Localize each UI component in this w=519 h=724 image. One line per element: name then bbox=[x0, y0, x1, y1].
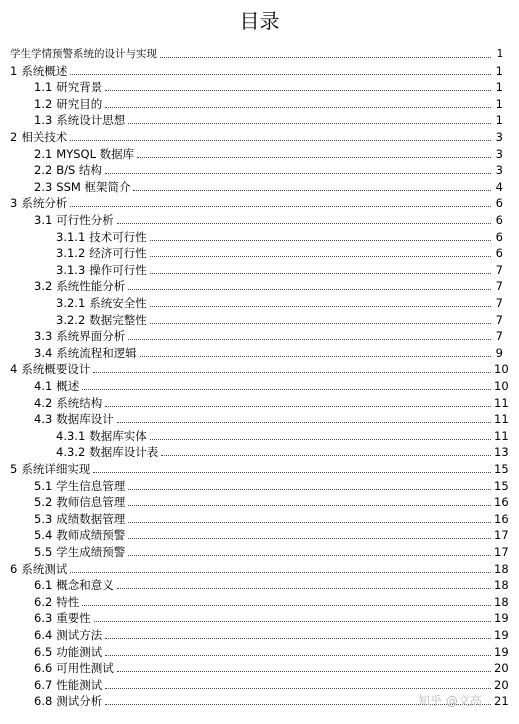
toc-dot-leader bbox=[128, 488, 491, 490]
toc-page-number: 7 bbox=[495, 296, 503, 310]
toc-entry-number: 4.3 bbox=[34, 412, 53, 427]
toc-page-number: 7 bbox=[495, 279, 503, 294]
toc-entry-number: 2.3 bbox=[34, 179, 53, 194]
toc-dot-leader bbox=[117, 670, 491, 672]
toc-dot-leader bbox=[161, 454, 491, 456]
toc-entry-title: 可用性测试 bbox=[56, 661, 114, 676]
toc-page-number: 20 bbox=[494, 677, 509, 692]
toc-entry-number: 5.3 bbox=[34, 511, 53, 526]
toc-dot-leader bbox=[105, 106, 491, 108]
toc-entry[interactable] bbox=[10, 44, 503, 61]
toc-entry-title: 学生成绩预警 bbox=[56, 545, 126, 559]
toc-entry-title: 系统结构 bbox=[56, 395, 103, 410]
toc-title: 目录 bbox=[239, 9, 280, 33]
toc-entry[interactable] bbox=[10, 61, 503, 78]
toc-page-number: 15 bbox=[494, 478, 509, 493]
toc-page-number: 3 bbox=[495, 130, 503, 144]
toc-entry[interactable] bbox=[34, 177, 503, 194]
toc-entry[interactable] bbox=[34, 210, 503, 227]
toc-entry-title: 系统概要设计 bbox=[21, 362, 91, 377]
toc-page-number: 16 bbox=[494, 511, 509, 526]
toc-entry[interactable] bbox=[34, 608, 509, 626]
toc-dot-leader bbox=[70, 205, 491, 207]
toc-entry-number: 1.2 bbox=[34, 96, 53, 111]
toc-entry-title: B/S 结构 bbox=[56, 163, 103, 178]
toc-entry[interactable] bbox=[34, 575, 509, 593]
toc-entry-title: 系统分析 bbox=[21, 196, 68, 211]
toc-entry[interactable] bbox=[34, 393, 509, 410]
toc-page-number: 1 bbox=[495, 63, 503, 78]
toc-entry-number: 6.5 bbox=[34, 644, 53, 659]
toc-page-number: 17 bbox=[494, 545, 509, 559]
toc-dot-leader bbox=[140, 355, 491, 357]
toc-page-number: 1 bbox=[495, 96, 503, 111]
toc-entry-title: SSM 框架简介 bbox=[56, 179, 131, 194]
toc-entry-number: 3.4 bbox=[34, 345, 53, 360]
toc-dot-leader bbox=[133, 189, 491, 191]
toc-entry[interactable] bbox=[10, 459, 509, 476]
toc-entry-title: 重要性 bbox=[56, 611, 91, 626]
toc-entry-title: 数据库设计表 bbox=[89, 445, 159, 460]
toc-dot-leader bbox=[150, 305, 491, 307]
toc-dot-leader bbox=[160, 56, 491, 58]
toc-entry[interactable] bbox=[56, 260, 503, 277]
toc-entry[interactable] bbox=[56, 310, 503, 327]
toc-page-number: 17 bbox=[494, 528, 509, 543]
toc-entry-number: 2.1 bbox=[34, 146, 53, 161]
toc-dot-leader bbox=[150, 272, 491, 274]
toc-dot-leader bbox=[137, 156, 491, 158]
toc-entry-title: 学生信息管理 bbox=[56, 478, 126, 493]
toc-entry-number: 6.7 bbox=[34, 677, 53, 692]
toc-page-number: 21 bbox=[494, 694, 509, 709]
toc-page-number: 16 bbox=[494, 495, 509, 510]
toc-page-number: 6 bbox=[495, 229, 503, 244]
toc-entry-title: 技术可行性 bbox=[89, 229, 147, 244]
toc-page-number: 4 bbox=[495, 179, 503, 194]
toc-dot-leader bbox=[93, 471, 491, 473]
toc-entry-title: 可行性分析 bbox=[56, 213, 114, 227]
toc-dot-leader bbox=[150, 322, 491, 324]
toc-entry-number: 1.3 bbox=[34, 113, 53, 128]
toc-page-number: 19 bbox=[494, 628, 509, 642]
toc-entry-title: 操作可行性 bbox=[89, 262, 147, 277]
toc-entry-number: 1.1 bbox=[34, 80, 53, 95]
toc-dot-leader bbox=[70, 73, 491, 75]
toc-page-number: 19 bbox=[494, 611, 509, 626]
toc-dot-leader bbox=[128, 288, 491, 290]
toc-entry[interactable] bbox=[34, 326, 503, 343]
toc-entry-title: 特性 bbox=[56, 594, 80, 609]
toc-entry[interactable] bbox=[10, 127, 503, 144]
toc-entry-number: 5.1 bbox=[34, 478, 53, 493]
toc-dot-leader bbox=[105, 637, 491, 639]
toc-dot-leader bbox=[128, 338, 491, 340]
toc-page-number: 18 bbox=[494, 578, 509, 593]
toc-entry-number: 2.2 bbox=[34, 163, 53, 178]
toc-entry-title: MYSQL 数据库 bbox=[56, 146, 135, 161]
toc-dot-leader bbox=[150, 438, 491, 440]
toc-dot-leader bbox=[128, 521, 491, 523]
toc-entry-title: 系统安全性 bbox=[89, 296, 147, 310]
toc-entry-title: 系统测试 bbox=[21, 561, 68, 576]
toc-entry-number: 4.2 bbox=[34, 395, 53, 410]
toc-page-number: 7 bbox=[495, 262, 503, 277]
toc-dot-leader bbox=[128, 504, 491, 506]
toc-entry-title: 功能测试 bbox=[56, 644, 103, 659]
toc-page-number: 10 bbox=[494, 362, 509, 377]
toc-entry[interactable] bbox=[34, 542, 509, 559]
toc-dot-leader bbox=[105, 405, 491, 407]
toc-entry-title: 系统性能分析 bbox=[56, 279, 126, 294]
toc-entry[interactable] bbox=[56, 426, 509, 443]
toc-page-number: 6 bbox=[495, 246, 503, 261]
toc-page-number: 13 bbox=[494, 445, 509, 460]
toc-entry-number: 4 bbox=[10, 362, 18, 377]
toc-dot-leader bbox=[93, 371, 491, 373]
toc-entry[interactable] bbox=[34, 343, 503, 360]
toc-entry-number: 6.2 bbox=[34, 594, 53, 609]
toc-entry-number: 5 bbox=[10, 462, 18, 476]
toc-entry[interactable] bbox=[34, 77, 503, 94]
toc-entry-title: 概述 bbox=[56, 379, 80, 393]
toc-entry[interactable] bbox=[34, 509, 509, 526]
toc-page-number: 11 bbox=[494, 428, 509, 443]
toc-entry-number: 2 bbox=[10, 130, 18, 144]
toc-page-number: 7 bbox=[495, 312, 503, 327]
toc-dot-leader bbox=[150, 255, 491, 257]
toc-dot-leader bbox=[105, 89, 491, 91]
toc-page-number: 11 bbox=[494, 395, 509, 410]
toc-entry[interactable] bbox=[34, 160, 503, 177]
toc-entry[interactable] bbox=[34, 476, 509, 493]
toc-dot-leader bbox=[105, 172, 491, 174]
toc-entry[interactable] bbox=[34, 492, 509, 510]
toc-entry[interactable] bbox=[34, 642, 509, 659]
toc-entry[interactable] bbox=[34, 625, 509, 642]
toc-entry[interactable] bbox=[34, 276, 503, 293]
toc-entry-title: 经济可行性 bbox=[89, 246, 147, 261]
toc-entry[interactable] bbox=[10, 359, 509, 377]
toc-entry-number: 5.2 bbox=[34, 495, 53, 510]
toc-page-number: 20 bbox=[494, 661, 509, 676]
toc-entry[interactable] bbox=[34, 592, 509, 609]
toc-entry-number: 1 bbox=[10, 63, 18, 78]
toc-page-number: 15 bbox=[494, 462, 509, 476]
toc-page-number: 6 bbox=[495, 196, 503, 211]
toc-dot-leader bbox=[94, 620, 491, 622]
toc-dot-leader bbox=[82, 604, 491, 606]
toc-entry-number: 3.1.2 bbox=[56, 246, 86, 261]
toc-entry-number: 5.5 bbox=[34, 545, 53, 559]
toc-entry-number: 3.2.2 bbox=[56, 312, 86, 327]
toc-entry[interactable] bbox=[10, 193, 503, 210]
toc-entry-number: 3.1 bbox=[34, 213, 53, 227]
toc-page-number: 6 bbox=[495, 213, 503, 227]
toc-entry[interactable] bbox=[10, 559, 509, 576]
toc-entry[interactable] bbox=[56, 227, 503, 244]
toc-page-number: 1 bbox=[495, 113, 503, 128]
toc-entry[interactable] bbox=[34, 144, 503, 161]
toc-entry[interactable] bbox=[34, 409, 509, 427]
toc-dot-leader bbox=[82, 388, 491, 390]
toc-dot-leader bbox=[70, 139, 491, 141]
toc-entry[interactable] bbox=[34, 110, 503, 127]
toc-page-number: 18 bbox=[494, 594, 509, 609]
toc-entry-title: 测试方法 bbox=[56, 628, 103, 642]
watermark: 知乎 @文高 bbox=[418, 694, 482, 708]
toc-entry-title: 测试分析 bbox=[56, 694, 103, 709]
toc-entry-number: 6.1 bbox=[34, 578, 53, 593]
toc-entry-title: 数据完整性 bbox=[89, 312, 147, 327]
toc-entry-title: 学生学情预警系统的设计与实现 bbox=[10, 48, 157, 60]
toc-entry[interactable] bbox=[56, 293, 503, 310]
toc-entry-number: 4.1 bbox=[34, 379, 53, 393]
toc-entry-number: 6.4 bbox=[34, 628, 53, 642]
toc-dot-leader bbox=[117, 222, 491, 224]
toc-entry-title: 系统流程和逻辑 bbox=[56, 345, 137, 360]
toc-page-number: 9 bbox=[495, 345, 503, 360]
toc-dot-leader bbox=[128, 122, 491, 124]
toc-page-number: 19 bbox=[494, 644, 509, 659]
toc-page-number: 11 bbox=[494, 412, 509, 427]
toc-dot-leader bbox=[105, 687, 491, 689]
toc-entry-title: 数据库设计 bbox=[56, 412, 114, 427]
toc-entry-title: 教师信息管理 bbox=[56, 495, 126, 510]
toc-entry-title: 研究目的 bbox=[56, 96, 103, 111]
toc-entry-title: 教师成绩预警 bbox=[56, 528, 126, 543]
toc-entry[interactable] bbox=[34, 675, 509, 692]
toc-entry-title: 研究背景 bbox=[56, 80, 103, 95]
toc-page-number: 1 bbox=[496, 48, 503, 60]
toc-entry-number: 3 bbox=[10, 196, 18, 211]
toc-entry[interactable] bbox=[34, 525, 509, 543]
toc-entry-title: 概念和意义 bbox=[56, 578, 114, 593]
toc-dot-leader bbox=[105, 654, 491, 656]
toc-entry-title: 系统设计思想 bbox=[56, 113, 126, 128]
toc-dot-leader bbox=[128, 554, 491, 556]
toc-entry-title: 性能测试 bbox=[56, 677, 103, 692]
toc-dot-leader bbox=[128, 537, 491, 539]
toc-entry-number: 6 bbox=[10, 561, 18, 576]
toc-dot-leader bbox=[117, 421, 491, 423]
toc-entry-number: 3.2 bbox=[34, 279, 53, 294]
toc-dot-leader bbox=[117, 587, 491, 589]
toc-entry-number: 3.3 bbox=[34, 329, 53, 344]
toc-page-number: 18 bbox=[494, 561, 509, 576]
toc-entry-title: 系统详细实现 bbox=[21, 462, 91, 476]
toc-entry[interactable] bbox=[56, 442, 509, 460]
toc-entry[interactable] bbox=[34, 658, 509, 676]
toc-page-number: 10 bbox=[494, 379, 509, 393]
toc-entry-title: 成绩数据管理 bbox=[56, 511, 126, 526]
toc-page-number: 1 bbox=[495, 80, 503, 95]
toc-entry-number: 4.3.1 bbox=[56, 428, 86, 443]
toc-entry-number: 3.1.1 bbox=[56, 229, 86, 244]
toc-entry-number: 4.3.2 bbox=[56, 445, 86, 460]
toc-entry-number: 6.8 bbox=[34, 694, 53, 709]
toc-dot-leader bbox=[150, 239, 491, 241]
toc-entry-number: 6.6 bbox=[34, 661, 53, 676]
toc-entry-number: 5.4 bbox=[34, 528, 53, 543]
toc-entry-title: 相关技术 bbox=[21, 130, 68, 144]
toc-entry-number: 3.1.3 bbox=[56, 262, 86, 277]
toc-dot-leader bbox=[70, 571, 491, 573]
toc-entry-number: 3.2.1 bbox=[56, 296, 86, 310]
toc-entry[interactable] bbox=[56, 243, 503, 260]
toc-page-number: 3 bbox=[495, 163, 503, 178]
toc-page-number: 7 bbox=[495, 329, 503, 344]
toc-page-number: 3 bbox=[495, 146, 503, 161]
toc-entry-title: 数据库实体 bbox=[89, 428, 147, 443]
toc-entry-title: 系统界面分析 bbox=[56, 329, 126, 344]
toc-entry-number: 6.3 bbox=[34, 611, 53, 626]
toc-entry[interactable] bbox=[34, 376, 509, 393]
toc-entry-title: 系统概述 bbox=[21, 63, 68, 78]
toc-entry[interactable] bbox=[34, 94, 503, 111]
